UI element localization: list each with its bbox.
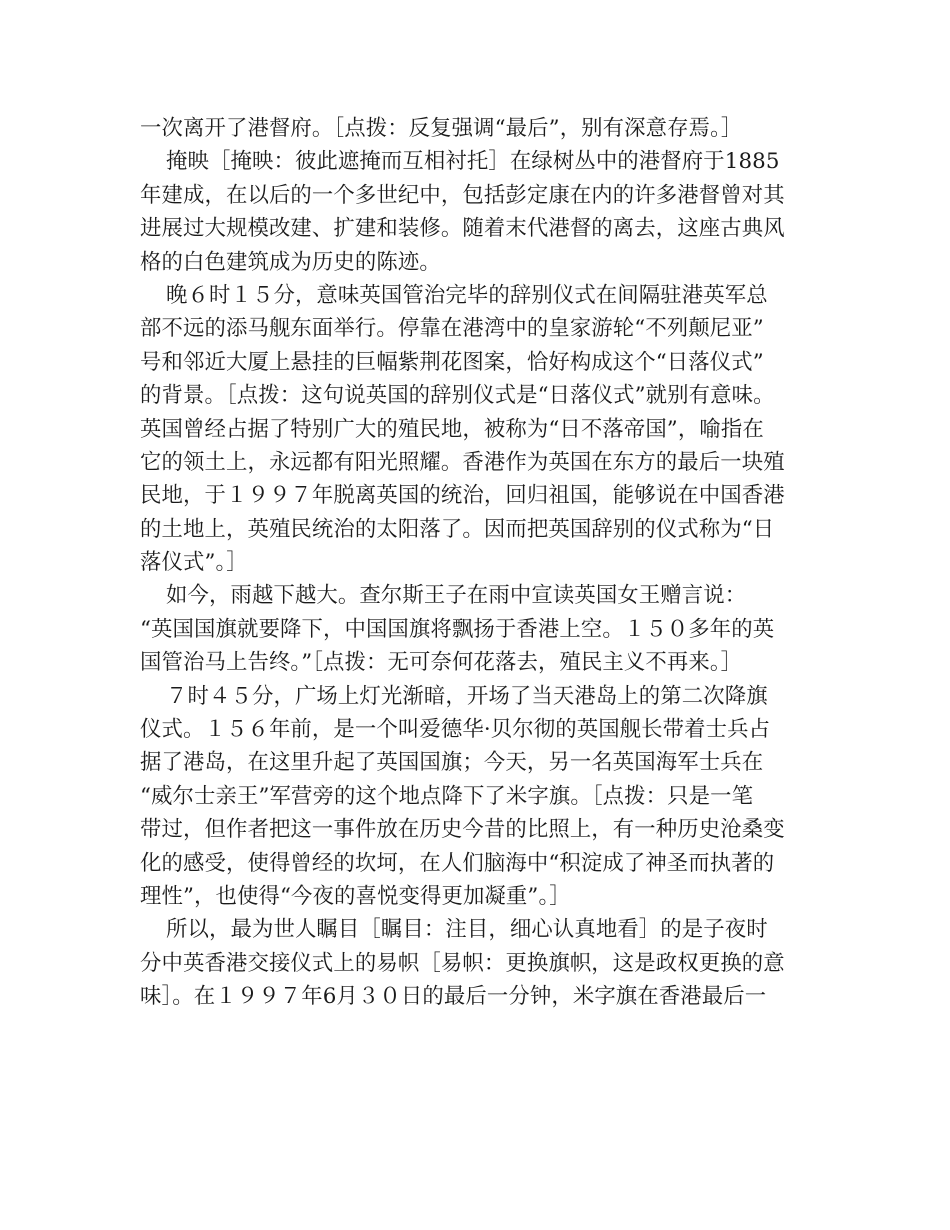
text-line: 的土地上，英殖民统治的太阳落了。因而把英国辞别的仪式称为“日	[140, 516, 775, 542]
text-line: 掩映［掩映：彼此遮掩而互相衬托］在绿树丛中的港督府于1885	[166, 149, 780, 175]
text-line: 进展过大规模改建、扩建和装修。随着末代港督的离去，这座古典风	[140, 216, 785, 242]
text-line: 国管治马上告终。”［点拨：无可奈何花落去，殖民主义不再来。］	[140, 650, 743, 676]
text-line: 晚６时１５分，意味英国管治完毕的辞别仪式在间隔驻港英军总	[166, 282, 768, 308]
text-line: 理性”，也使得“今夜的喜悦变得更加凝重”。］	[140, 883, 571, 909]
text-line: 分中英香港交接仪式上的易帜［易帜：更换旗帜，这是政权更换的意	[140, 950, 785, 976]
text-line: 如今，雨越下越大。查尔斯王子在雨中宣读英国女王赠言说：	[166, 583, 747, 609]
text-line: “英国国旗就要降下，中国国旗将飘扬于香港上空。１５０多年的英	[140, 616, 775, 642]
text-line: 带过，但作者把这一事件放在历史今昔的比照上，有一种历史沧桑变	[140, 817, 785, 843]
text-line: 一次离开了港督府。［点拨：反复强调“最后”，别有深意存焉。］	[140, 116, 743, 141]
text-line: 民地，于１９９７年脱离英国的统治，回归祖国，能够说在中国香港	[140, 483, 785, 509]
text-line: 落仪式”。］	[140, 550, 248, 576]
text-line: 英国曾经占据了特别广大的殖民地，被称为“日不落帝国”，喻指在	[140, 416, 764, 442]
text-line: 格的白色建筑成为历史的陈迹。	[140, 249, 441, 275]
text-line: 的背景。［点拨：这句说英国的辞别仪式是“日落仪式”就别有意味。	[140, 383, 775, 409]
document-body	[140, 112, 830, 1014]
text-line: 味］。在１９９７年6月３０日的最后一分钟，米字旗在香港最后一	[140, 984, 767, 1010]
text-line: 年建成，在以后的一个多世纪中，包括彭定康在内的许多港督曾对其	[140, 182, 785, 208]
text-line: 它的领土上，永远都有阳光照耀。香港作为英国在东方的最后一块殖	[140, 449, 785, 475]
text-line: 号和邻近大厦上悬挂的巨幅紫荆花图案，恰好构成这个“日落仪式”	[140, 349, 764, 375]
text-line: ７时４５分，广场上灯光渐暗，开场了当天港岛上的第二次降旗	[166, 683, 768, 709]
text-line: 据了港岛，在这里升起了英国国旗；今天，另一名英国海军士兵在	[140, 750, 764, 776]
text-line: 所以，最为世人瞩目［瞩目：注目，细心认真地看］的是子夜时	[166, 917, 768, 943]
text-line: 仪式。１５６年前，是一个叫爱德华·贝尔彻的英国舰长带着士兵占	[140, 717, 771, 743]
text-line: 化的感受，使得曾经的坎坷，在人们脑海中“积淀成了神圣而执著的	[140, 850, 775, 876]
text-line: 部不远的添马舰东面举行。停靠在港湾中的皇家游轮“不列颠尼亚”	[140, 316, 764, 342]
text-line: “威尔士亲王”军营旁的这个地点降下了米字旗。［点拨：只是一笔	[140, 783, 754, 809]
